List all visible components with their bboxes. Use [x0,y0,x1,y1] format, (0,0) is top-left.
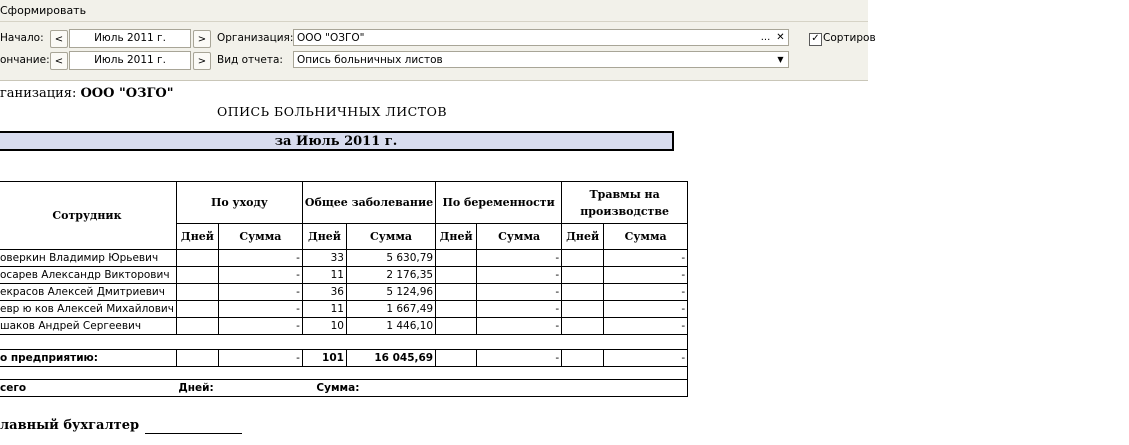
filter-panel [0,0,876,80]
total-injury-days [562,350,604,367]
pregnancy-days [436,284,477,301]
illness-sum: 5 630,79 [346,250,435,267]
header-care-days: Дней [176,224,218,250]
injury-sum: - [604,301,688,318]
header-pregnancy-sum: Сумма [477,224,562,250]
illness-sum: 5 124,96 [346,284,435,301]
employee-name: осарев Александр Викторович [0,267,176,284]
header-injury: Травмы на производстве [562,182,688,224]
injury-sum: - [604,250,688,267]
header-pregnancy-days: Дней [436,224,477,250]
start-date-field[interactable]: Июль 2011 г. [69,29,191,48]
toolbar-separator [0,21,868,22]
pregnancy-sum: - [477,267,562,284]
summary-row [0,380,688,397]
total-care-days [176,350,218,367]
report-period: за Июль 2011 г. [0,131,674,151]
sort-label: Сортиров [823,32,876,44]
report-type-value: Опись больничных листов [297,54,443,66]
spacer-row [0,335,688,350]
illness-days: 36 [302,284,346,301]
total-pregnancy-days [436,350,477,367]
org-select-button[interactable]: ... [760,32,771,43]
end-label: ончание: [0,54,50,66]
illness-days: 11 [302,267,346,284]
total-row [0,350,688,367]
report-org-name: ООО "ОЗГО" [80,86,174,101]
org-clear-icon[interactable]: ✕ [776,32,785,43]
illness-days: 11 [302,301,346,318]
org-field-value: ООО "ОЗГО" [297,32,365,44]
injury-days [562,267,604,284]
report-type-select[interactable] [293,51,789,68]
employee-name: оверкин Владимир Юрьевич [0,250,176,267]
end-prev-button[interactable]: < [50,52,68,70]
total-pregnancy-sum: - [477,350,562,367]
start-prev-button[interactable]: < [50,30,68,48]
care-sum: - [218,318,302,335]
care-sum: - [218,284,302,301]
injury-days [562,318,604,335]
header-pregnancy: По беременности [436,182,562,224]
org-label: Организация: [217,32,294,44]
signature-line [145,433,242,434]
pregnancy-sum: - [477,318,562,335]
summary-label: сего [0,380,176,397]
care-days [176,318,218,335]
org-field[interactable] [293,29,789,46]
illness-days: 10 [302,318,346,335]
report-title: ОПИСЬ БОЛЬНИЧНЫХ ЛИСТОВ [217,104,447,119]
injury-sum: - [604,284,688,301]
pregnancy-days [436,301,477,318]
injury-days [562,301,604,318]
injury-sum: - [604,267,688,284]
illness-sum: 1 446,10 [346,318,435,335]
care-sum: - [218,250,302,267]
panel-divider [0,80,868,81]
form-report-button[interactable]: Сформировать [0,4,87,17]
total-illness-sum: 16 045,69 [346,350,435,367]
table-row [0,301,688,318]
header-injury-sum: Сумма [604,224,688,250]
header-care: По уходу [176,182,302,224]
injury-days [562,250,604,267]
illness-sum: 1 667,49 [346,301,435,318]
care-days [176,250,218,267]
table-row [0,267,688,284]
table-row [0,318,688,335]
header-injury-days: Дней [562,224,604,250]
pregnancy-sum: - [477,284,562,301]
end-date-field[interactable]: Июль 2011 г. [69,51,191,70]
pregnancy-sum: - [477,250,562,267]
total-illness-days: 101 [302,350,346,367]
care-days [176,301,218,318]
header-care-sum: Сумма [218,224,302,250]
care-sum: - [218,267,302,284]
injury-sum: - [604,318,688,335]
spacer-row [0,367,688,380]
report-org-prefix: ганизация: [0,86,77,101]
header-illness-sum: Сумма [346,224,435,250]
report-org-line [0,86,174,101]
table-row [0,250,688,267]
illness-days: 33 [302,250,346,267]
employee-name: екрасов Алексей Дмитриевич [0,284,176,301]
sort-checkbox[interactable]: ✓ [809,33,822,46]
care-days [176,284,218,301]
header-illness-days: Дней [302,224,346,250]
total-injury-sum: - [604,350,688,367]
pregnancy-days [436,250,477,267]
dropdown-arrow-icon[interactable]: ▼ [777,55,784,64]
report-type-label: Вид отчета: [217,54,283,66]
employee-name: шаков Андрей Сергеевич [0,318,176,335]
start-label: Начало: [0,32,44,44]
injury-days [562,284,604,301]
pregnancy-days [436,267,477,284]
summary-days-label: Дней: [176,380,302,397]
care-days [176,267,218,284]
pregnancy-sum: - [477,301,562,318]
summary-sum-label: Сумма: [302,380,687,397]
header-employee: Сотрудник [0,182,176,250]
chief-accountant-label: лавный бухгалтер [0,418,140,433]
end-next-button[interactable]: > [193,52,211,70]
header-illness: Общее заболевание [302,182,435,224]
pregnancy-days [436,318,477,335]
illness-sum: 2 176,35 [346,267,435,284]
care-sum: - [218,301,302,318]
table-row [0,284,688,301]
sick-leave-table [0,181,688,397]
employee-name: евр ю ков Алексей Михайлович [0,301,176,318]
total-label: о предприятию: [0,350,176,367]
start-next-button[interactable]: > [193,30,211,48]
total-care-sum: - [218,350,302,367]
